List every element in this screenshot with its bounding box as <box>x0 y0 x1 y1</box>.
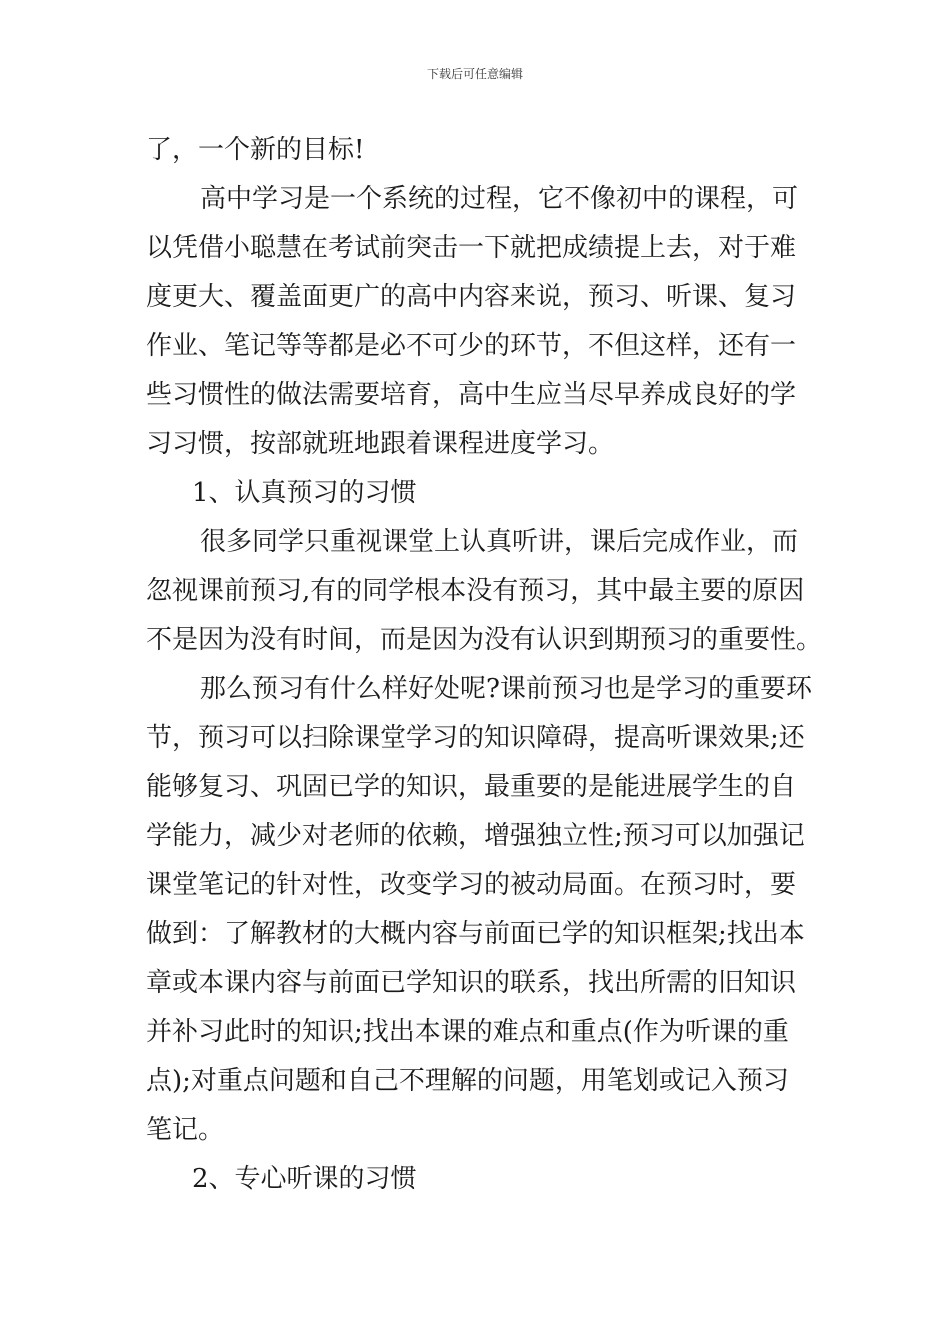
paragraph-line: 能够复习、巩固已学的知识，最重要的是能进展学生的自 <box>146 772 797 802</box>
paragraph-line: 习习惯，按部就班地跟着课程进度学习。 <box>146 429 615 459</box>
paragraph-line: 不是因为没有时间，而是因为没有认识到期预习的重要性。 <box>146 625 823 655</box>
page-header-note: 下载后可任意编辑 <box>426 67 523 81</box>
paragraph-line: 节，预习可以扫除课堂学习的知识障碍，提高听课效果;还 <box>146 723 805 753</box>
paragraph-line: 了，一个新的目标! <box>146 135 365 165</box>
paragraph-line: 点);对重点问题和自己不理解的问题，用笔划或记入预习 <box>146 1066 789 1096</box>
paragraph-line: 那么预习有什么样好处呢?课前预习也是学习的重要环 <box>200 674 812 704</box>
document-body <box>146 126 823 1204</box>
paragraph-line: 章或本课内容与前面已学知识的联系，找出所需的旧知识 <box>146 968 797 998</box>
paragraph-line: 笔记。 <box>146 1115 225 1145</box>
section-heading: 1、认真预习的习惯 <box>192 478 417 508</box>
paragraph-line: 并补习此时的知识;找出本课的难点和重点(作为听课的重 <box>146 1017 789 1047</box>
paragraph-line: 课堂笔记的针对性，改变学习的被动局面。在预习时，要 <box>146 870 797 900</box>
paragraph-line: 度更大、覆盖面更广的高中内容来说，预习、听课、复习 <box>146 282 797 312</box>
paragraph-line: 忽视课前预习,有的同学根本没有预习，其中最主要的原因 <box>146 576 805 606</box>
section-heading: 2、专心听课的习惯 <box>192 1164 417 1194</box>
paragraph-line: 作业、笔记等等都是必不可少的环节，不但这样，还有一 <box>146 331 797 361</box>
paragraph-line: 做到：了解教材的大概内容与前面已学的知识框架;找出本 <box>146 919 805 949</box>
paragraph-line: 以凭借小聪慧在考试前突击一下就把成绩提上去，对于难 <box>146 233 797 263</box>
paragraph-line: 些习惯性的做法需要培育，高中生应当尽早养成良好的学 <box>146 380 797 410</box>
paragraph-line: 很多同学只重视课堂上认真听讲，课后完成作业，而 <box>200 527 799 557</box>
paragraph-line: 高中学习是一个系统的过程，它不像初中的课程，可 <box>200 184 799 214</box>
paragraph-line: 学能力，减少对老师的依赖，增强独立性;预习可以加强记 <box>146 821 805 851</box>
